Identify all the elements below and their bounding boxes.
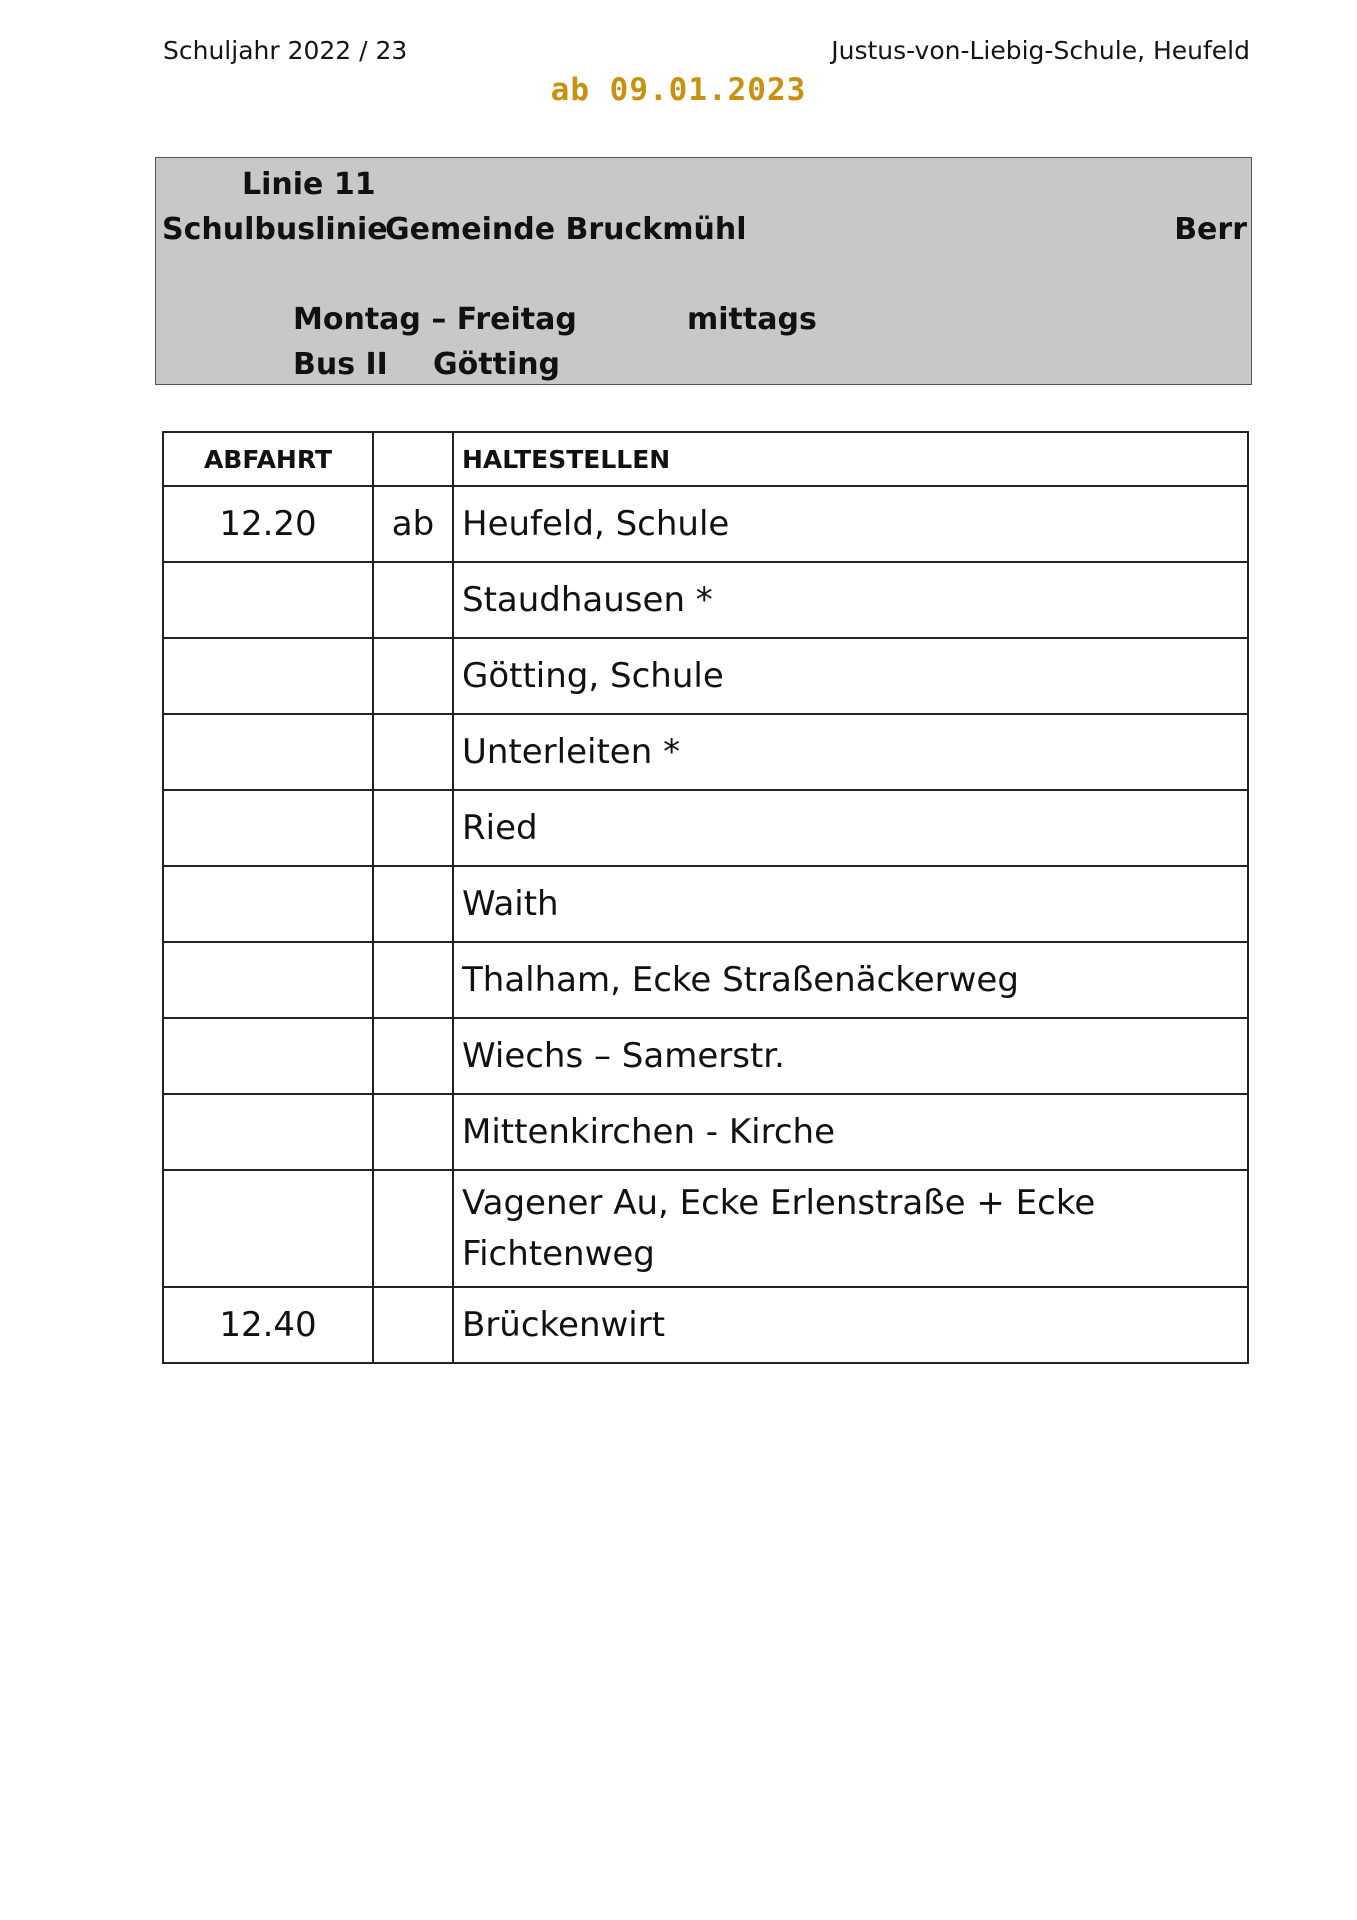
departure-time-cell [163,562,373,638]
stop-name-cell: Götting, Schule [453,638,1248,714]
departure-time-cell [163,942,373,1018]
school-year: Schuljahr 2022 / 23 [163,36,408,65]
bus-number: Bus II [293,347,388,382]
stop-name-cell: Waith [453,866,1248,942]
stop-name-cell: Wiechs – Samerstr. [453,1018,1248,1094]
departure-mark-cell [373,866,453,942]
schedule-body [163,486,1248,1363]
departure-mark-cell [373,942,453,1018]
table-header-row [163,432,1248,486]
right-label: Berr [1174,212,1247,247]
departure-mark-cell: ab [373,486,453,562]
bus-location: Götting [433,347,561,382]
table-row [163,1170,1248,1287]
table-row [163,562,1248,638]
table-row [163,638,1248,714]
departure-mark-cell [373,1170,453,1287]
departure-time-cell [163,790,373,866]
schedule-table [162,431,1249,1364]
stop-name-cell: Staudhausen * [453,562,1248,638]
header-stops: HALTESTELLEN [453,432,1248,486]
departure-mark-cell [373,638,453,714]
departure-mark-cell [373,1287,453,1363]
departure-time-cell [163,1170,373,1287]
time-of-day: mittags [687,302,817,337]
table-row [163,1094,1248,1170]
departure-time-cell: 12.20 [163,486,373,562]
table-row [163,1287,1248,1363]
municipality: Gemeinde Bruckmühl [385,212,747,247]
departure-mark-cell [373,790,453,866]
table-row [163,790,1248,866]
departure-time-cell [163,1094,373,1170]
route-header-box [155,157,1252,385]
departure-time-cell [163,1018,373,1094]
stop-name-cell: Thalham, Ecke Straßenäckerweg [453,942,1248,1018]
stop-name-cell: Brückenwirt [453,1287,1248,1363]
stop-name-cell: Mittenkirchen - Kirche [453,1094,1248,1170]
stop-name-cell: Ried [453,790,1248,866]
table-row [163,1018,1248,1094]
table-row [163,714,1248,790]
school-name: Justus-von-Liebig-Schule, Heufeld [831,36,1250,65]
departure-mark-cell [373,562,453,638]
table-row [163,866,1248,942]
header-mark [373,432,453,486]
header-departure: ABFAHRT [163,432,373,486]
stop-name-cell: Vagener Au, Ecke Erlenstraße + Ecke Fichtenweg [453,1170,1248,1287]
departure-time-cell: 12.40 [163,1287,373,1363]
table-row [163,486,1248,562]
valid-from-date: ab 09.01.2023 [550,72,807,108]
route-type: Schulbuslinie [162,212,388,247]
departure-time-cell [163,638,373,714]
table-row [163,942,1248,1018]
departure-time-cell [163,866,373,942]
service-days: Montag – Freitag [293,302,577,337]
departure-mark-cell [373,1094,453,1170]
departure-time-cell [163,714,373,790]
stop-name-cell: Heufeld, Schule [453,486,1248,562]
line-number: Linie 11 [242,167,376,202]
stop-name-cell: Unterleiten * [453,714,1248,790]
departure-mark-cell [373,714,453,790]
departure-mark-cell [373,1018,453,1094]
